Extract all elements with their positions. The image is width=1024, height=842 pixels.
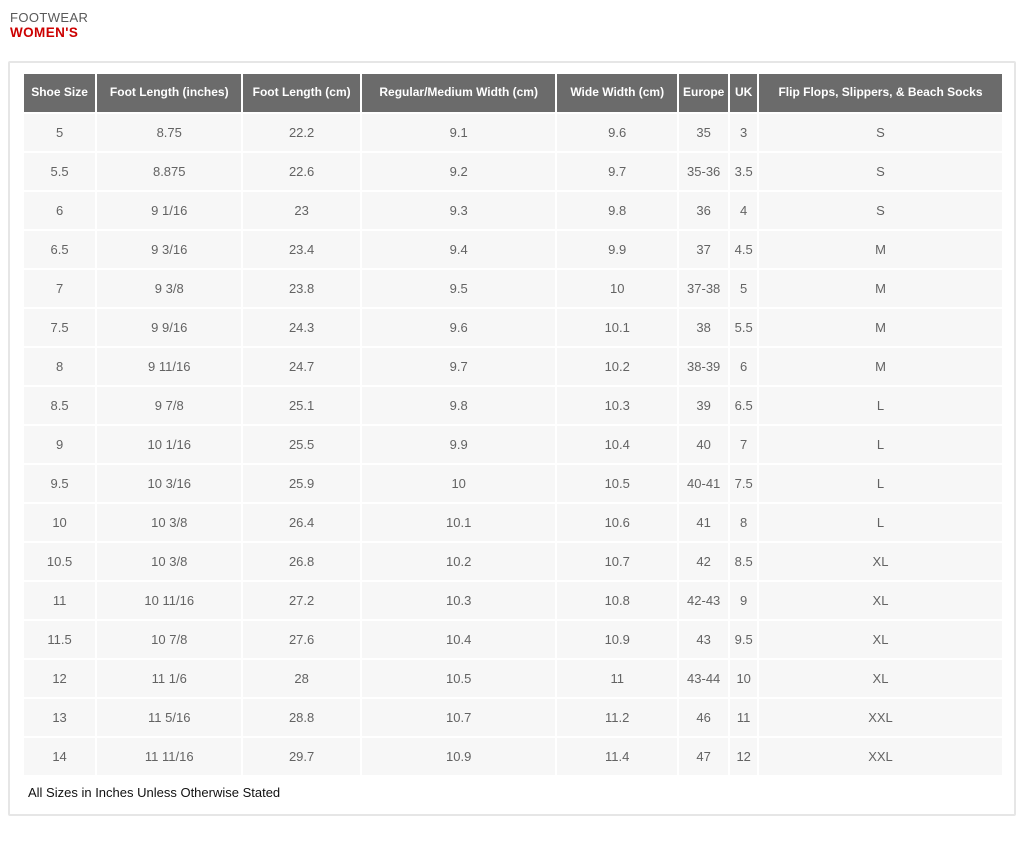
table-cell: 10.4 — [362, 621, 556, 658]
table-cell: 5.5 — [24, 153, 95, 190]
table-cell: 25.5 — [243, 426, 360, 463]
table-cell: 9.8 — [362, 387, 556, 424]
table-cell: 9.2 — [362, 153, 556, 190]
table-cell: 6.5 — [730, 387, 757, 424]
table-cell: 10 — [557, 270, 677, 307]
category-label: FOOTWEAR — [10, 10, 89, 25]
table-cell: 11.5 — [24, 621, 95, 658]
table-cell: L — [759, 504, 1002, 541]
table-row — [24, 192, 1002, 229]
table-cell: 10 7/8 — [97, 621, 241, 658]
table-cell: M — [759, 348, 1002, 385]
table-cell: M — [759, 309, 1002, 346]
table-cell: 24.3 — [243, 309, 360, 346]
table-cell: 46 — [679, 699, 728, 736]
column-header: UK — [730, 74, 757, 112]
table-cell: M — [759, 270, 1002, 307]
table-cell: 35-36 — [679, 153, 728, 190]
table-cell: 10.3 — [557, 387, 677, 424]
table-row — [24, 738, 1002, 775]
table-cell: 13 — [24, 699, 95, 736]
column-header: Regular/Medium Width (cm) — [362, 74, 556, 112]
table-cell: 10 3/8 — [97, 504, 241, 541]
table-cell: S — [759, 153, 1002, 190]
table-row — [24, 465, 1002, 502]
table-cell: L — [759, 387, 1002, 424]
table-cell: 10.7 — [557, 543, 677, 580]
table-cell: 7 — [24, 270, 95, 307]
table-cell: 9.5 — [24, 465, 95, 502]
table-cell: 5 — [730, 270, 757, 307]
table-cell: 10.6 — [557, 504, 677, 541]
table-cell: 27.6 — [243, 621, 360, 658]
table-cell: 36 — [679, 192, 728, 229]
table-cell: 40-41 — [679, 465, 728, 502]
table-cell: 9 1/16 — [97, 192, 241, 229]
table-cell: 26.8 — [243, 543, 360, 580]
table-row — [24, 231, 1002, 268]
size-chart-panel — [8, 61, 1016, 816]
table-cell: 39 — [679, 387, 728, 424]
table-cell: XL — [759, 582, 1002, 619]
table-cell: 7.5 — [730, 465, 757, 502]
table-cell: 29.7 — [243, 738, 360, 775]
table-cell: 38-39 — [679, 348, 728, 385]
table-cell: 37-38 — [679, 270, 728, 307]
table-cell: 41 — [679, 504, 728, 541]
table-cell: 6 — [730, 348, 757, 385]
table-cell: 12 — [730, 738, 757, 775]
table-row — [24, 621, 1002, 658]
table-cell: XXL — [759, 738, 1002, 775]
table-cell: 25.1 — [243, 387, 360, 424]
table-cell: 23.4 — [243, 231, 360, 268]
table-cell: 24.7 — [243, 348, 360, 385]
table-cell: 10.9 — [557, 621, 677, 658]
table-cell: 9.1 — [362, 114, 556, 151]
table-cell: 4 — [730, 192, 757, 229]
table-cell: 9.7 — [557, 153, 677, 190]
table-cell: 9.6 — [362, 309, 556, 346]
table-row — [24, 270, 1002, 307]
table-cell: 26.4 — [243, 504, 360, 541]
table-cell: 12 — [24, 660, 95, 697]
table-cell: 9.9 — [557, 231, 677, 268]
table-cell: 5 — [24, 114, 95, 151]
table-cell: 9 — [24, 426, 95, 463]
table-cell: 28 — [243, 660, 360, 697]
header-row — [24, 74, 1002, 112]
table-cell: 6 — [24, 192, 95, 229]
table-cell: XXL — [759, 699, 1002, 736]
table-cell: L — [759, 426, 1002, 463]
table-cell: 10 11/16 — [97, 582, 241, 619]
table-cell: 38 — [679, 309, 728, 346]
table-cell: 9 — [730, 582, 757, 619]
table-cell: 5.5 — [730, 309, 757, 346]
table-cell: 11 — [24, 582, 95, 619]
table-cell: 23.8 — [243, 270, 360, 307]
table-cell: 14 — [24, 738, 95, 775]
table-cell: 11 — [730, 699, 757, 736]
table-row — [24, 309, 1002, 346]
table-cell: 10.5 — [362, 660, 556, 697]
table-cell: 9.4 — [362, 231, 556, 268]
table-row — [24, 153, 1002, 190]
table-cell: 10.1 — [362, 504, 556, 541]
table-cell: 11.2 — [557, 699, 677, 736]
table-row — [24, 348, 1002, 385]
table-cell: 9 3/8 — [97, 270, 241, 307]
table-cell: 10.3 — [362, 582, 556, 619]
table-cell: 43-44 — [679, 660, 728, 697]
table-cell: XL — [759, 621, 1002, 658]
column-header: Europe — [679, 74, 728, 112]
table-cell: 9 3/16 — [97, 231, 241, 268]
table-cell: 28.8 — [243, 699, 360, 736]
column-header: Flip Flops, Slippers, & Beach Socks — [759, 74, 1002, 112]
column-header: Wide Width (cm) — [557, 74, 677, 112]
table-cell: 9 9/16 — [97, 309, 241, 346]
table-cell: M — [759, 231, 1002, 268]
table-row — [24, 543, 1002, 580]
table-row — [24, 426, 1002, 463]
table-cell: S — [759, 192, 1002, 229]
table-cell: 3 — [730, 114, 757, 151]
table-cell: 10 — [362, 465, 556, 502]
table-cell: 10 — [24, 504, 95, 541]
table-cell: 7.5 — [24, 309, 95, 346]
table-cell: 10.7 — [362, 699, 556, 736]
table-cell: 10.5 — [557, 465, 677, 502]
table-cell: 9.8 — [557, 192, 677, 229]
table-cell: 8 — [730, 504, 757, 541]
table-cell: 9.6 — [557, 114, 677, 151]
table-cell: 10.2 — [557, 348, 677, 385]
table-cell: 7 — [730, 426, 757, 463]
table-cell: 40 — [679, 426, 728, 463]
table-cell: 8.5 — [24, 387, 95, 424]
footnote: All Sizes in Inches Unless Otherwise Stated — [28, 785, 281, 801]
table-cell: 11 5/16 — [97, 699, 241, 736]
table-cell: 9.3 — [362, 192, 556, 229]
table-cell: 11.4 — [557, 738, 677, 775]
table-cell: 22.6 — [243, 153, 360, 190]
table-cell: 9.7 — [362, 348, 556, 385]
table-cell: 9 11/16 — [97, 348, 241, 385]
table-cell: 9.5 — [730, 621, 757, 658]
table-cell: 10 1/16 — [97, 426, 241, 463]
table-cell: S — [759, 114, 1002, 151]
table-cell: 11 11/16 — [97, 738, 241, 775]
table-cell: 8 — [24, 348, 95, 385]
table-cell: 10 3/8 — [97, 543, 241, 580]
table-cell: 6.5 — [24, 231, 95, 268]
table-cell: 8.5 — [730, 543, 757, 580]
table-cell: 10.4 — [557, 426, 677, 463]
table-cell: 35 — [679, 114, 728, 151]
table-cell: XL — [759, 660, 1002, 697]
table-cell: 22.2 — [243, 114, 360, 151]
table-cell: 23 — [243, 192, 360, 229]
table-cell: 43 — [679, 621, 728, 658]
table-cell: 10.5 — [24, 543, 95, 580]
table-row — [24, 699, 1002, 736]
table-cell: 8.875 — [97, 153, 241, 190]
table-cell: 9.5 — [362, 270, 556, 307]
table-cell: 10 — [730, 660, 757, 697]
size-chart-table — [22, 72, 1004, 777]
table-row — [24, 387, 1002, 424]
table-cell: L — [759, 465, 1002, 502]
table-cell: 10.9 — [362, 738, 556, 775]
table-cell: 11 — [557, 660, 677, 697]
table-row — [24, 504, 1002, 541]
table-cell: 10 3/16 — [97, 465, 241, 502]
table-cell: 9 7/8 — [97, 387, 241, 424]
table-cell: 8.75 — [97, 114, 241, 151]
table-cell: 11 1/6 — [97, 660, 241, 697]
table-cell: 37 — [679, 231, 728, 268]
page-header — [0, 0, 1024, 41]
table-cell: 10.1 — [557, 309, 677, 346]
table-cell: 42 — [679, 543, 728, 580]
table-cell: 25.9 — [243, 465, 360, 502]
table-row — [24, 114, 1002, 151]
table-cell: 42-43 — [679, 582, 728, 619]
table-row — [24, 582, 1002, 619]
table-cell: XL — [759, 543, 1002, 580]
column-header: Foot Length (inches) — [97, 74, 241, 112]
table-cell: 10.2 — [362, 543, 556, 580]
column-header: Shoe Size — [24, 74, 95, 112]
table-cell: 47 — [679, 738, 728, 775]
table-cell: 4.5 — [730, 231, 757, 268]
table-row — [24, 660, 1002, 697]
table-cell: 27.2 — [243, 582, 360, 619]
table-cell: 10.8 — [557, 582, 677, 619]
table-cell: 3.5 — [730, 153, 757, 190]
page-title: WOMEN'S — [10, 25, 79, 41]
column-header: Foot Length (cm) — [243, 74, 360, 112]
table-cell: 9.9 — [362, 426, 556, 463]
